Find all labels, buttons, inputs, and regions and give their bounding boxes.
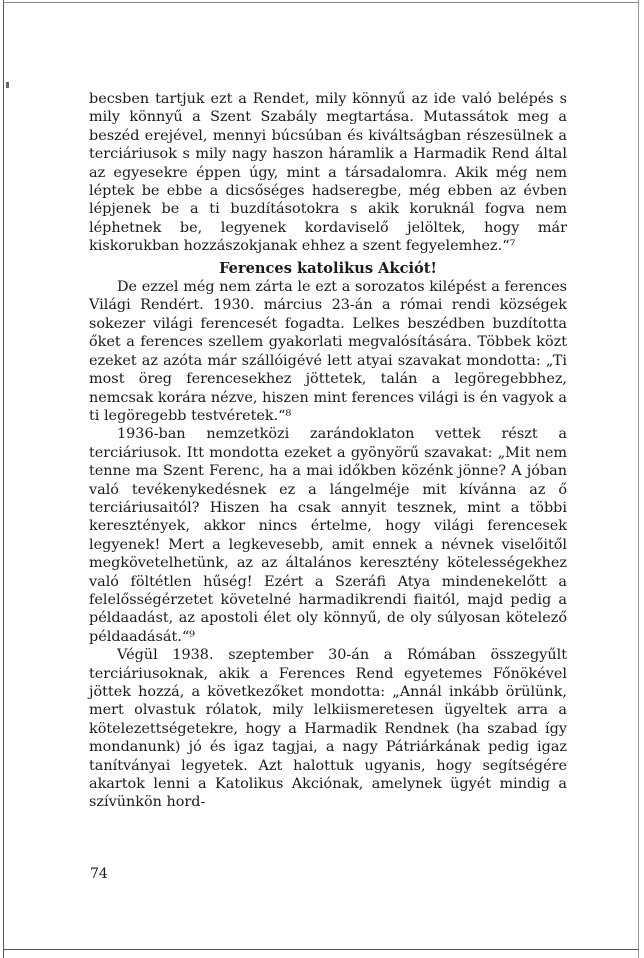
paragraph: becsben tartjuk ezt a Rendet, mily könnyű az ide való belépés s mily könnyű a Szent Szabály megtartása. Mutassátok meg a beszéd erejével, mennyi búcsúban és kiváltságban részesülnek a terciáriusok s mily nagy haszon háramlik a Harmadik Rend által az egyesekre éppen úgy, mint a társadalomra. Akik még nem léptek be ebbe a dicsőséges hadseregbe, még ebben az évben lépjenek be a ti buzdításotokra s akik koruknál fogva nem léphetnek be, legyenek kordaviselő jelöltek, hogy már kiskorukban hozzászokjanak ehhez a szent fegyelemhez.“⁷ [89, 91, 567, 255]
scan-edge-top [3, 2, 639, 3]
scan-edge-left [3, 0, 4, 958]
paragraph: Végül 1938. szeptember 30-án a Rómában összegyűlt terciáriusoknak, akik a Ferences Rend egyetemes Főnökével jöttek hozzá, a következőket mondotta: „Annál inkább örülünk, mert olvastuk rólatok, mily lelkiismeretesen ügyeltek arra a kötelezettségetekre, hogy a Harmadik Rendnek (ha szabad így mondanunk) jó és igaz tagjai, a nagy Pátriárkának pedig igaz tanítványai legyetek. Azt halottuk ugyanis, hogy segítségére akartok lenni a Katolikus Akciónak, amelynek ügyét mindig a szívünkön hord- [89, 647, 567, 811]
scan-edge-bottom [3, 949, 639, 950]
page-body [89, 90, 567, 812]
paragraph: 1936-ban nemzetközi zarándoklaton vettek részt a terciáriusok. Itt mondotta ezeket a gyönyörű szavakat: „Mit nem tenne ma Szent Ferenc, ha a mai időkben közénk jönne? A jóban való tevékenykedésnek ez a lángelméje mit kívánna az ő terciáriusaitól? Hiszen ha csak annyit tesznek, mint a többi keresztények, akkor nincs értelme, hogy világi ferencesek legyenek! Mert a legkevesebb, amit ennek a névnek viselőitől megkövetelhetünk, az az általános keresztény kötelességekhez való föltétlen hűség! Ezért a Szeráfi Atya mindenekelőtt a felelősségérzetet követelné harmadikrendi fiaitól, majd pedig a példaadást, az apostoli élet oly könnyű, de oly súlyosan kötelező példaadását.“⁹ [89, 426, 567, 645]
scan-mark [6, 82, 9, 88]
scan-edge-right [638, 0, 639, 958]
page-number: 74 [90, 866, 108, 882]
paragraph: De ezzel még nem zárta le ezt a sorozatos kilépést a ferences Világi Rendért. 1930. március 23-án a római rendi községek sokezer világi ferencesét fogadta. Lelkes beszédben buzdította őket a ferences szellem gyakorlati megvalósítására. Többek közt ezeket az azóta már szállóigévé lett atyai szavakat mondotta: „Ti most öreg ferencesekhez jöttetek, talán a legöregebbhez, nemcsak korára nézve, hiszen mint ferences világi is én vagyok a ti legöregebb testvéretek.“⁸ [89, 279, 567, 424]
section-heading: Ferences katolikus Akciót! [219, 259, 437, 277]
